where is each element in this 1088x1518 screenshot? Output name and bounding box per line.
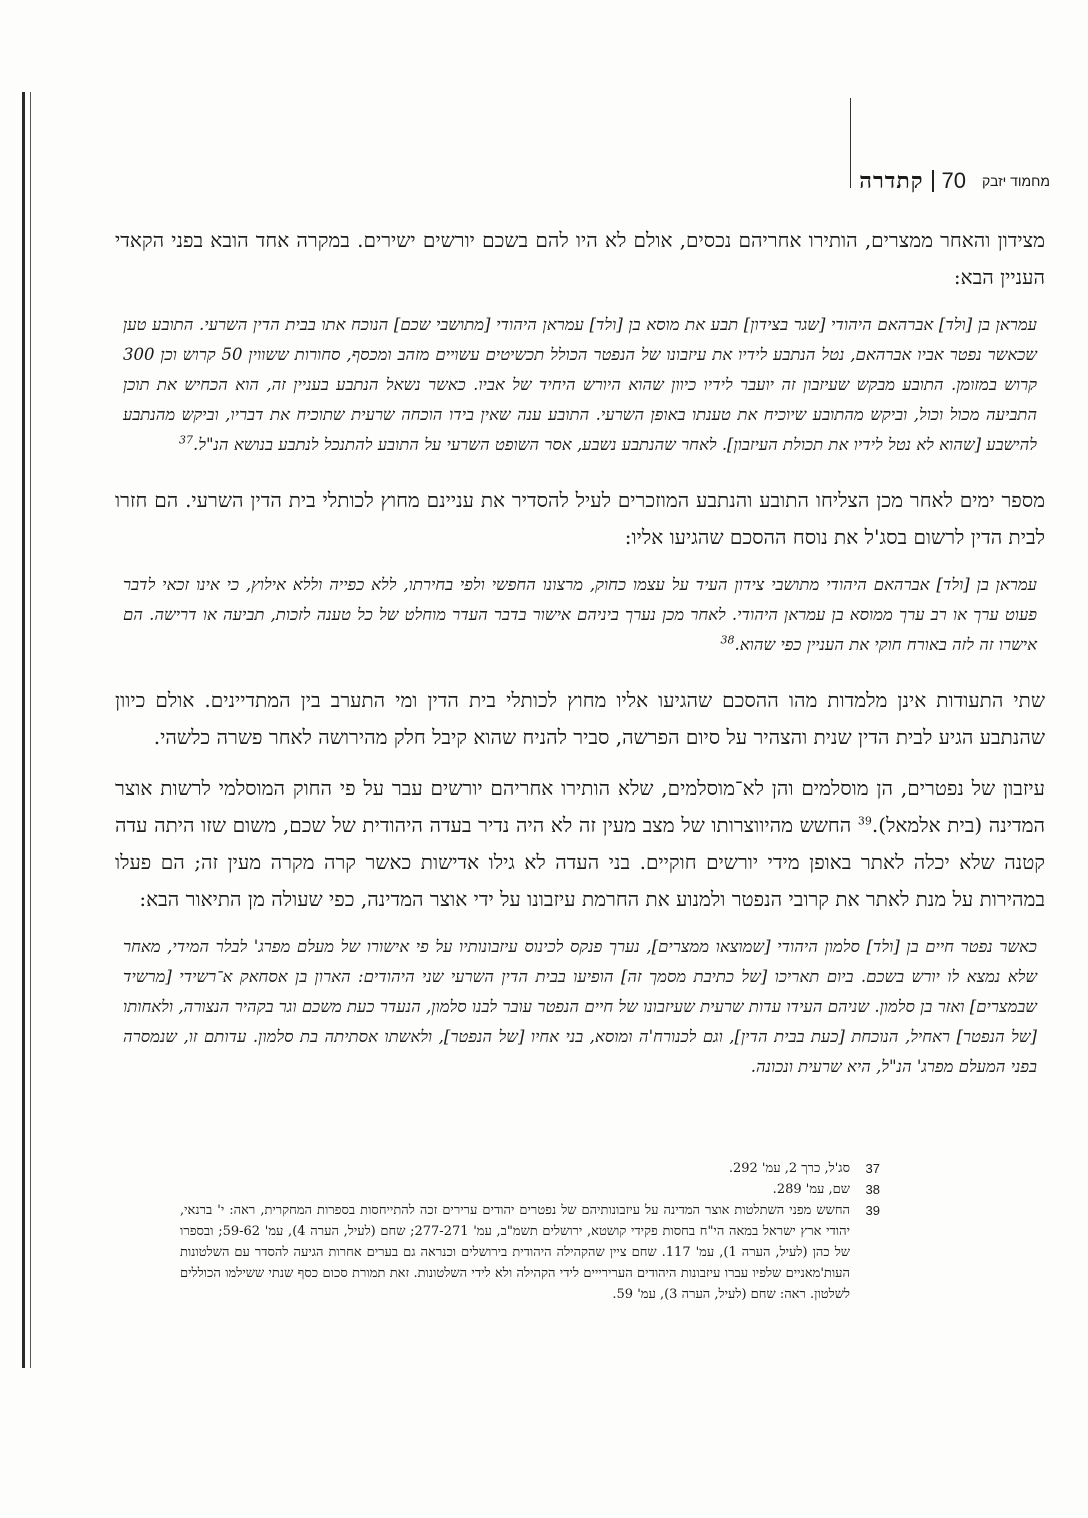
footnote-number: 38	[865, 1182, 880, 1197]
footnote	[180, 1179, 880, 1200]
footnote-number: 37	[865, 1161, 880, 1176]
page-number: 70	[932, 170, 974, 192]
footnote-number: 39	[865, 1203, 880, 1218]
block-quote: כאשר נפטר חיים בן [ולד] סלמון היהודי [שמוצאו ממצרים], נערך פנקס לכינוס עיזבונותיו על פי אישורו של מעלם מפרג' לבלר המידי, מאחר שלא נמצא לו יורש בשכם. ביום תאריכו [של כתיבת מסמך זה] הופיעו בבית הדין השרעי שני היהודים: הארון בן אסחאק א־רשידי [מרשיד שבמצרים] ואזר בן סלמון. שניהם העידו עדות שרעית שעיזבונו של חיים הנפטר עובר לבנו סלמון, הנעדר כעת משכם וגר בקהיר הנצורה, ולאחותו [של הנפטר] ראחיל, הנוכחת [כעת בבית הדין], וגם לכנורח'ה ומוסא, בני אחיו [של הנפטר], ולאשתו אסתיתה בת סלמון. עדותם זו, שנמסרה בפני המעלם מפרג' הנ"ל, היא שרעית ונכונה.	[123, 937, 1037, 1076]
body-text	[115, 222, 1045, 1104]
quote-text: עמראן בן [ולד] אברהאם היהודי מתושבי צידון העיד על עצמו כחוק, מרצונו החפשי ולפי בחירתו, ללא כפייה וללא אילוץ, כי אינו זכאי לדבר פעוט ערך או רב ערך ממוסא בן עמראן היהודי. לאחר מכן נערך ביניהם אישור בדבר העדר מוחלט של כל טענה לזכות, תביעה או דרישה. הם אישרו זה לזה באורח חוקי את העניין כפי שהוא.	[123, 575, 1037, 654]
block-quote	[115, 570, 1045, 660]
footnote-text: סג'ל, כרך 2, עמ' 292.	[728, 1161, 850, 1176]
paragraph	[115, 770, 1045, 918]
footnote	[180, 1200, 880, 1305]
footnote	[180, 1158, 880, 1179]
journal-title: קתדרה	[859, 168, 924, 194]
paragraph: שתי התעודות אינן מלמדות מהו ההסכם שהגיעו אליו מחוץ לכותלי בית הדין ומי התערב בין המתדיינים. אולם כיוון שהנתבע הגיע לבית הדין שנית והצהיר על סיום הפרשה, סביר להניח שהוא קיבל חלק מהירושה לאחר פשרה כלשהי.	[115, 688, 1045, 749]
footnote-ref[interactable]: 37	[179, 433, 193, 447]
binding-edge-inner	[30, 92, 31, 1368]
running-header	[859, 168, 1050, 194]
footnotes	[180, 1158, 880, 1305]
paragraph: מצידון והאחר ממצרים, הותירו אחריהם נכסים, אולם לא היו להם בשכם יורשים ישירים. במקרה אחד הובא בפני הקאדי העניין הבא:	[115, 228, 1045, 289]
author-name: מחמוד יזבק	[982, 173, 1050, 189]
paragraph-text: החשש מהיווצרותו של מצב מעין זה לא היה נדיר בעדה היהודית של שכם, משום שזו היתה עדה קטנה שלא יכלה לאתר באופן מידי יורשים חוקיים. בני העדה לא גילו אדישות כאשר קרה מקרה מעין זה; הם פעלו במהירות על מנת לאתר את קרובי הנפטר ולמנוע את החרמת עיזבונו על ידי אוצר המדינה, כפי שעולה מן התיאור הבא:	[115, 813, 1045, 911]
paragraph: מספר ימים לאחר מכן הצליחו התובע והנתבע המוזכרים לעיל להסדיר את עניינם מחוץ לכותלי בית הדין השרעי. הם חזרו לבית הדין לרשום בסג'ל את נוסח ההסכם שהגיעו אליו:	[115, 488, 1045, 549]
quote-text: עמראן בן [ולד] אברהאם היהודי [שגר בצידון] תבע את מוסא בן [ולד] עמראן היהודי [מתושבי שכם] הנוכח אתו בבית הדין השרעי. התובע טען שכאשר נפטר אביו אברהאם, נטל הנתבע לידיו את עיזבונו של הנפטר הכולל תכשיטים עשויים מזהב ומכסף, סחורות ששווין 50 קרוש וכן 300 קרוש במזומן. התובע מבקש שעיזבון זה יועבר לידיו כיוון שהוא היורש היחיד של אביו. כאשר נשאל הנתבע בעניין זה, הוא הכחיש את תוכן התביעה מכול וכול, וביקש מהתובע שיוכיח את טענתו באופן השרעי. התובע ענה שאין בידו הוכחה שרעית שתוכיח את דבריו, וביקש מהנתבע להישבע [שהוא לא נטל לידיו את תכולת העיזבון]. לאחר שהנתבע נשבע, אסר השופט השרעי על התובע להתנכל לנתבע בנושא הנ"ל.	[123, 315, 1037, 454]
header-rule	[850, 98, 851, 188]
footnote-ref[interactable]: 38	[720, 633, 735, 647]
footnote-ref[interactable]: 39	[857, 814, 872, 828]
binding-edge	[22, 92, 25, 1368]
footnote-text: שם, עמ' 289.	[772, 1182, 850, 1197]
paragraph-text: עיזבון של נפטרים, הן מוסלמים והן לא־מוסלמים, שלא הותירו אחריהם יורשים עבר על פי החוק המוסלמי לרשות אוצר המדינה (בית אלמאל).	[115, 776, 1045, 837]
block-quote	[115, 310, 1045, 460]
footnote-text: החשש מפני השתלטות אוצר המדינה על עיזבונותיהם של נפטרים יהודים ערירים זכה להתייחסות בספרות המחקרית, ראה: י' ברנאי, יהודי ארץ ישראל במאה הי"ח בחסות פקידי קושטא, ירושלים תשמ"ב, עמ' 277-271; שחם (לעיל, הערה 4), עמ' 59-62; ובספרו של כהן (לעיל, הערה 1), עמ' 117. שחם ציין שהקהילה היהודית בירושלים וכנראה גם בערים אחרות הגיעה להסדר עם השלטונות העות'מאניים שלפיו עברו עיזבונות היהודים הערירייים לידי הקהילה ולא לידי השלטונות. זאת תמורת סכום כסף שנתי ששילמו הכוללים לשלטון. ראה: שחם (לעיל, הערה 3), עמ' 59.	[180, 1203, 850, 1302]
